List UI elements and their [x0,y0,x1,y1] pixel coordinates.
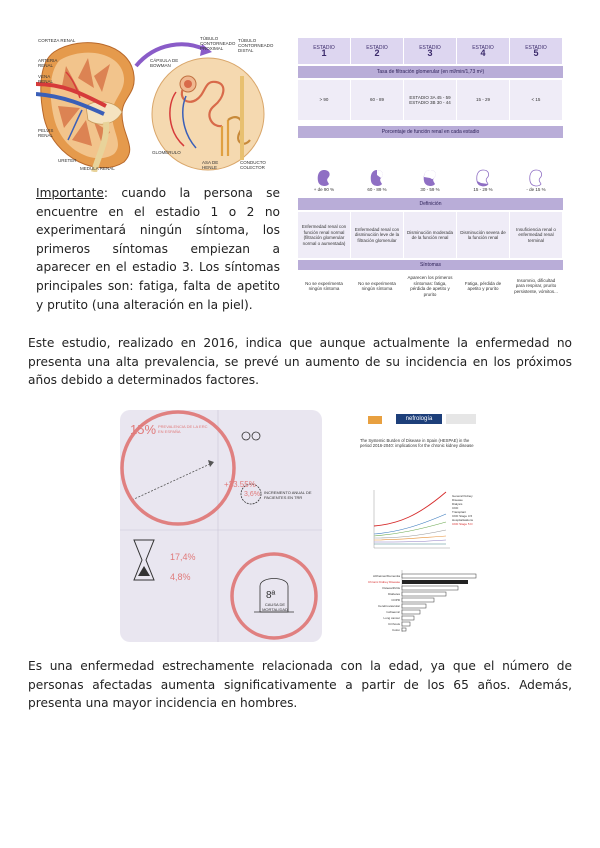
cause-rank: 8ª [266,590,276,601]
importante-text: : cuando la persona se encuentre en el estadio 1 o 2 no experimentará ningún síntoma, los primeros síntomas empiezan a aparecer en el estadio 3. Los síntomas principales son: fatiga, falta de apetito y prutito (una alteración en la piel). [36,186,280,312]
article-title: The Systemic Burden of Disease in Spain (HESPAE) in the period 2016-2040: implications for the chronic kidney disease [360,438,474,448]
importante-label: Importante [36,186,104,200]
legend-item: CKD Stage 5 D [452,522,473,526]
stage-header-3: ESTADIO 3 [404,38,457,64]
legend-item: Transplant [452,510,467,514]
label-capsula-bowman: CÁPSULA DE BOWMAN [150,58,179,68]
importante-paragraph [36,184,280,314]
legend-item: Dialysis [452,502,463,506]
table-cell: Fatiga, pérdida de apetito y prurito [457,272,510,300]
study-paragraph: Este estudio, realizado en 2016, indica que aunque actualmente la enfermedad no presenta una alta prevalencia, se prevé un aumento de su incidencia en los próximos años debido a determinados factores. [28,336,572,388]
stage-header-4: ESTADIO 4 [457,38,510,64]
table-cell: 30 - 59 % [404,140,457,196]
bar-label: Alzheimer/Dementia [372,574,400,578]
table-cell: ESTADIO 3A 45 - 59 ESTADIO 3B 30 - 44 [404,80,457,120]
ckd-stages-table [298,38,563,300]
bar-label: Cerebrovascular [377,604,400,608]
pct-174: 17,4% [170,552,196,562]
bar-labels [358,573,400,633]
symptoms-band: Síntomas [298,260,563,270]
table-cell: Insomnio, dificultad para respirar, prurito persistente, vómitos... [510,272,563,300]
definition-band: Definición [298,198,563,210]
kidney-icon [316,169,332,187]
prevalence-infographic [120,410,322,642]
table-cell: No se experimenta ningún síntoma [351,272,404,300]
stage-header-2: ESTADIO 2 [351,38,404,64]
label-pelvis-renal: PELVIS RENAL [38,128,54,138]
age-paragraph: Es una enfermedad estrechamente relacionada con la edad, ya que el número de personas afectadas aumenta significativamente a partir de los 65 años. Además, presenta una mayor incidencia en hombres. [28,659,572,711]
nefrologia-article [358,410,482,640]
cause-caption: CAUSA DE MORTALIDAD [262,602,288,612]
bar-label: COPD [391,598,400,602]
pct-growth: +23.55% [224,480,256,489]
filtration-band: Tasa de filtración glomerular (en ml/min/1,73 m²) [298,66,563,78]
table-cell: Insuficiencia renal o enfermedad renal terminal [510,212,563,258]
table-cell: Disminución severa de la función renal [457,212,510,258]
table-cell: - de 15 % [510,140,563,196]
pct-15-caption: PREVALENCIA DE LA ERC EN ESPAÑA [158,424,208,434]
label-arteria-renal: ARTERIA RENAL [38,58,58,68]
stage-header-5: ESTADIO 5 [510,38,563,64]
table-cell: 60 - 89 % [351,140,404,196]
kidney-icon [422,169,438,187]
definition-row [298,212,563,258]
kidney-icon [369,169,385,187]
function-band: Porcentaje de función renal en cada estadio [298,126,563,138]
pct-48: 4,8% [170,572,191,582]
pct-15: 15% [130,422,157,437]
bar-label: Chronic Kidney Disease [367,580,400,584]
pct-36: 3,6% [244,491,260,498]
table-cell: + de 90 % [298,140,351,196]
label-corteza-renal: CORTEZA RENAL [38,38,76,43]
label-glomerulo: GLOMÉRULO [152,150,181,155]
label-asa-henle: ASA DE HENLE [202,160,219,170]
journal-name: nefrología [396,414,442,424]
journal-badge-icon [446,414,476,424]
filtration-row [298,80,563,120]
label-tubulo-proximal: TÚBULO CONTORNEADO PROXIMAL [200,36,236,51]
table-cell: 15 - 29 [457,80,510,120]
bar-label: Lung cancer [383,616,400,620]
label-ureter: URETER [58,158,77,163]
kidney-icon [528,169,544,187]
journal-logo-icon [368,416,382,424]
table-cell: < 15 [510,80,563,120]
legend-item: CKD [452,506,459,510]
legend-item: Hospitalisations [452,518,474,522]
pct-36-caption: INCREMENTO ANUAL DE PACIENTES EN TRR [264,490,312,500]
label-medula-renal: MEDULA RENAL [80,166,115,171]
bar-label: Diabetes [388,592,400,596]
table-cell: Aparecen los primeros síntomas: fatiga, pérdida de apetito y prurito [404,272,457,300]
bar-label: Ischaemic [386,610,400,614]
label-conducto-colector: CONDUCTO COLECTOR [240,160,266,170]
table-cell: Enfermedad renal con disminución leve de la filtración glomerular [351,212,404,258]
table-cell: > 90 [298,80,351,120]
function-row [298,140,563,196]
symptoms-row [298,272,563,300]
chart-legend [452,494,482,526]
label-tubulo-distal: TÚBULO CONTORNEADO DISTAL [238,38,274,53]
table-cell: No se experimenta ningún síntoma [298,272,351,300]
legend-item: CKD Stage 3-5 [452,514,473,518]
legend-item: General Kidney Disease [452,494,473,502]
stage-header-1: ESTADIO 1 [298,38,351,64]
table-cell: Disminución moderada de la función renal [404,212,457,258]
table-cell: Enfermedad renal con función renal normal (filtración glomerular normal o aumentada) [298,212,351,258]
table-header-row [298,38,563,64]
bar-label: Colon [392,628,400,632]
table-cell: 15 - 29 % [457,140,510,196]
kidney-anatomy-figure [36,36,276,172]
kidney-icon [475,169,491,187]
bar-label: Cirrhosis [388,622,400,626]
bar-label: Osteoarthritis [382,586,400,590]
label-vena-renal: VENA RENAL [38,74,54,84]
table-cell: 60 - 89 [351,80,404,120]
